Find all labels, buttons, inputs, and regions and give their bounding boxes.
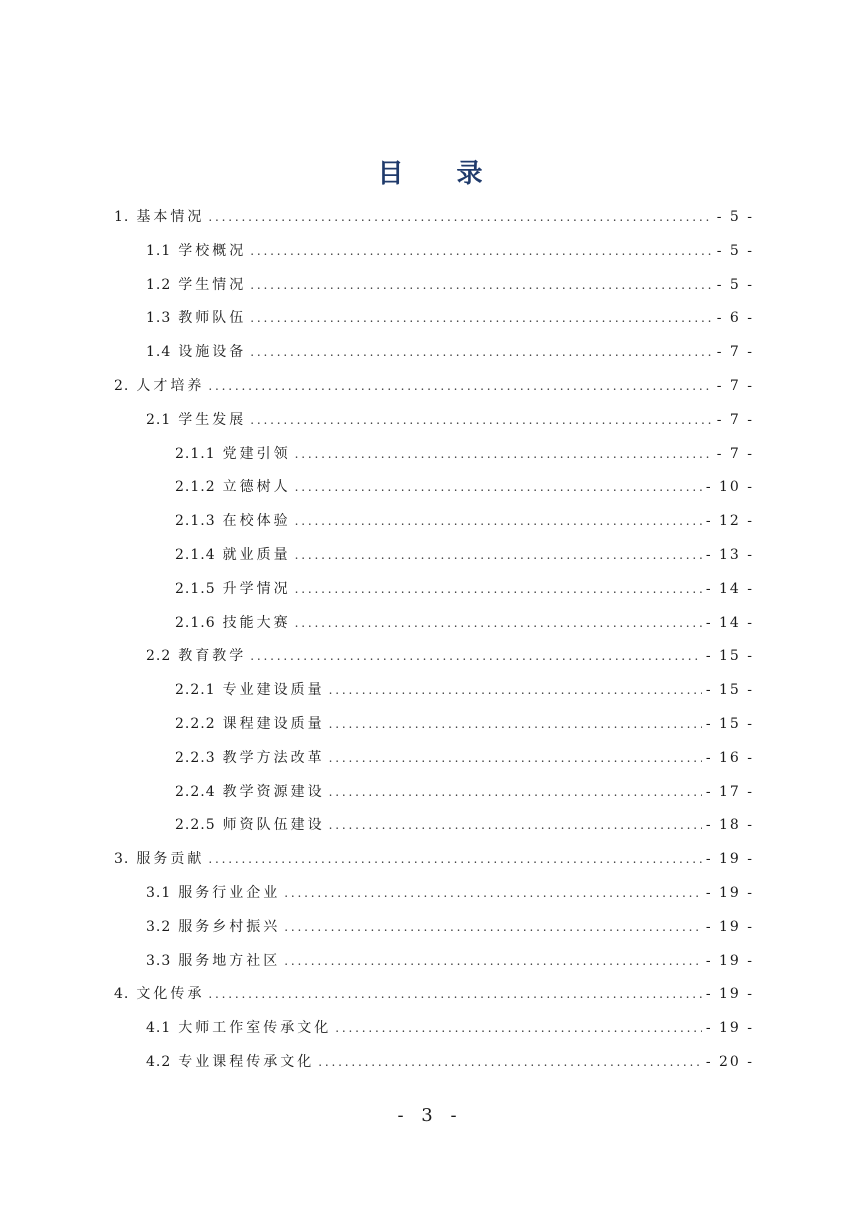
toc-entry[interactable] (175, 608, 754, 632)
toc-entry-number: 2.1.2 (175, 479, 216, 496)
toc-leader-dots (250, 242, 712, 260)
toc-entry-page: - 16 - (705, 749, 754, 766)
toc-entry[interactable] (146, 270, 754, 294)
toc-entry-page: - 19 - (705, 885, 754, 901)
toc-entry[interactable] (114, 371, 754, 395)
toc-entry[interactable] (146, 337, 754, 361)
toc-leader-dots (329, 783, 702, 801)
toc-entry-title: 立德树人 (222, 479, 291, 496)
toc-entry[interactable] (175, 540, 754, 564)
toc-entry-title: 专业课程传承文化 (178, 1054, 315, 1070)
toc-entry-page: - 5 - (716, 276, 754, 293)
toc-leader-dots (329, 816, 702, 834)
toc-entry-number: 4. (114, 986, 130, 1003)
toc-entry[interactable] (146, 405, 754, 429)
toc-entry-title: 在校体验 (222, 513, 291, 530)
toc-entry-page: - 19 - (705, 851, 754, 868)
toc-leader-dots (295, 546, 702, 564)
toc-entry-title: 服务行业企业 (178, 885, 281, 901)
toc-entry-title: 技能大赛 (222, 614, 291, 631)
toc-entry-page: - 15 - (705, 648, 754, 665)
toc-leader-dots (335, 1019, 702, 1037)
toc-entry-title: 师资队伍建设 (222, 817, 325, 834)
toc-leader-dots (284, 952, 702, 970)
toc-entry-title: 学校概况 (178, 242, 247, 259)
toc-entry[interactable] (175, 439, 754, 463)
toc-entry-number: 3. (114, 851, 130, 868)
toc-entry-page: - 20 - (705, 1054, 754, 1070)
toc-entry-title: 学生情况 (178, 276, 247, 293)
toc-entry-number: 3.3 (146, 952, 172, 969)
toc-entry-number: 2.2.2 (175, 716, 216, 732)
toc-leader-dots (329, 715, 702, 733)
toc-entry[interactable] (146, 912, 754, 936)
toc-entry-title: 党建引领 (222, 445, 291, 462)
toc-entry[interactable] (146, 878, 754, 902)
toc-entry-number: 4.1 (146, 1020, 172, 1037)
toc-entry-title: 人才培养 (136, 378, 205, 394)
toc-entry-page: - 12 - (705, 513, 754, 530)
toc-entry[interactable] (175, 506, 754, 530)
toc-entry[interactable] (175, 574, 754, 598)
toc-entry-number: 2.1.5 (175, 580, 216, 597)
toc-leader-dots (250, 411, 712, 429)
toc-entry-page: - 17 - (705, 783, 754, 800)
toc-leader-dots (208, 377, 712, 395)
toc-entry[interactable] (175, 743, 754, 767)
toc-entry[interactable] (114, 979, 754, 1003)
toc-entry-title: 专业建设质量 (222, 682, 325, 699)
toc-entry[interactable] (114, 202, 754, 226)
toc-entry-title: 设施设备 (178, 344, 247, 361)
toc-entry-page: - 13 - (705, 547, 754, 563)
toc-entry-number: 2.1.4 (175, 547, 216, 563)
toc-entry-title: 课程建设质量 (222, 716, 325, 732)
toc-entry-number: 1. (114, 209, 130, 225)
toc-entry-number: 2.1.6 (175, 614, 216, 631)
toc-entry-page: - 19 - (705, 1020, 754, 1037)
toc-leader-dots (208, 850, 701, 868)
toc-leader-dots (295, 614, 702, 632)
toc-entry-number: 2.2.4 (175, 783, 216, 800)
toc-entry[interactable] (175, 675, 754, 699)
toc-entry-page: - 15 - (705, 716, 754, 732)
toc-entry[interactable] (146, 303, 754, 327)
toc-entry-title: 服务地方社区 (178, 952, 281, 969)
toc-entry-page: - 7 - (716, 445, 754, 462)
toc-leader-dots (250, 647, 702, 665)
page-title: 目 录 (377, 159, 505, 189)
toc-entry-page: - 14 - (705, 614, 754, 631)
toc-entry[interactable] (175, 777, 754, 801)
toc-entry-page: - 7 - (716, 344, 754, 361)
toc-entry[interactable] (175, 709, 754, 733)
toc-entry-page: - 7 - (716, 411, 754, 428)
toc-entry[interactable] (146, 1013, 754, 1037)
toc-entry[interactable] (146, 946, 754, 970)
toc-entry-number: 2.1.3 (175, 513, 216, 530)
toc-entry-title: 服务乡村振兴 (178, 918, 281, 935)
toc-entry-title: 服务贡献 (136, 851, 205, 868)
toc-entry-page: - 5 - (716, 242, 754, 259)
toc-entry-number: 1.3 (146, 310, 172, 327)
toc-entry-page: - 7 - (716, 378, 754, 394)
toc-entry-page: - 15 - (705, 682, 754, 699)
toc-leader-dots (329, 749, 702, 767)
toc-leader-dots (250, 343, 712, 361)
toc-leader-dots (295, 580, 702, 598)
toc-leader-dots (284, 918, 702, 936)
toc-entry[interactable] (146, 1047, 754, 1071)
toc-entry-number: 1.4 (146, 344, 172, 361)
toc-leader-dots (295, 512, 702, 530)
toc-entry-title: 学生发展 (178, 411, 247, 428)
toc-entry-title: 大师工作室传承文化 (178, 1020, 332, 1037)
toc-leader-dots (318, 1053, 702, 1071)
toc-entry-number: 1.1 (146, 242, 172, 259)
toc-entry-page: - 18 - (705, 817, 754, 834)
toc-entry-number: 4.2 (146, 1054, 172, 1070)
toc-entry-page: - 19 - (705, 952, 754, 969)
toc-entry[interactable] (146, 236, 754, 260)
toc-entry-number: 2.2.3 (175, 749, 216, 766)
toc-entry-number: 2. (114, 378, 130, 394)
toc-leader-dots (250, 309, 712, 327)
toc-entry-page: - 19 - (705, 918, 754, 935)
toc-entry-number: 3.1 (146, 885, 172, 901)
toc-entry-number: 2.2.1 (175, 682, 216, 699)
toc-entry-title: 教学资源建设 (222, 783, 325, 800)
toc-leader-dots (284, 884, 702, 902)
toc-entry-page: - 14 - (705, 580, 754, 597)
toc-entry-number: 3.2 (146, 918, 172, 935)
toc-entry-title: 教学方法改革 (222, 749, 325, 766)
page-number: - 3 - (397, 1105, 463, 1126)
toc-entry[interactable] (175, 810, 754, 834)
toc-entry-title: 就业质量 (222, 547, 291, 563)
toc-entry-page: - 10 - (705, 479, 754, 496)
toc-entry[interactable] (146, 641, 754, 665)
toc-entry-title: 教育教学 (178, 648, 247, 665)
toc-entry-title: 升学情况 (222, 580, 291, 597)
toc-entry-page: - 19 - (705, 986, 754, 1003)
toc-entry-number: 2.1.1 (175, 445, 216, 462)
toc-entry-number: 2.1 (146, 411, 172, 428)
toc-entry-page: - 5 - (716, 209, 754, 225)
toc-entry-title: 文化传承 (136, 986, 205, 1003)
toc-entry-number: 2.2 (146, 648, 172, 665)
toc-leader-dots (295, 445, 713, 463)
toc-leader-dots (250, 276, 712, 294)
toc-leader-dots (208, 208, 712, 226)
toc-leader-dots (208, 985, 701, 1003)
toc-leader-dots (295, 478, 702, 496)
toc-entry-title: 教师队伍 (178, 310, 247, 327)
toc-entry-number: 2.2.5 (175, 817, 216, 834)
toc-entry-title: 基本情况 (136, 209, 205, 225)
toc-entry[interactable] (114, 844, 754, 868)
toc-leader-dots (329, 681, 702, 699)
toc-entry-page: - 6 - (716, 310, 754, 327)
toc-entry[interactable] (175, 472, 754, 496)
toc-entry-number: 1.2 (146, 276, 172, 293)
